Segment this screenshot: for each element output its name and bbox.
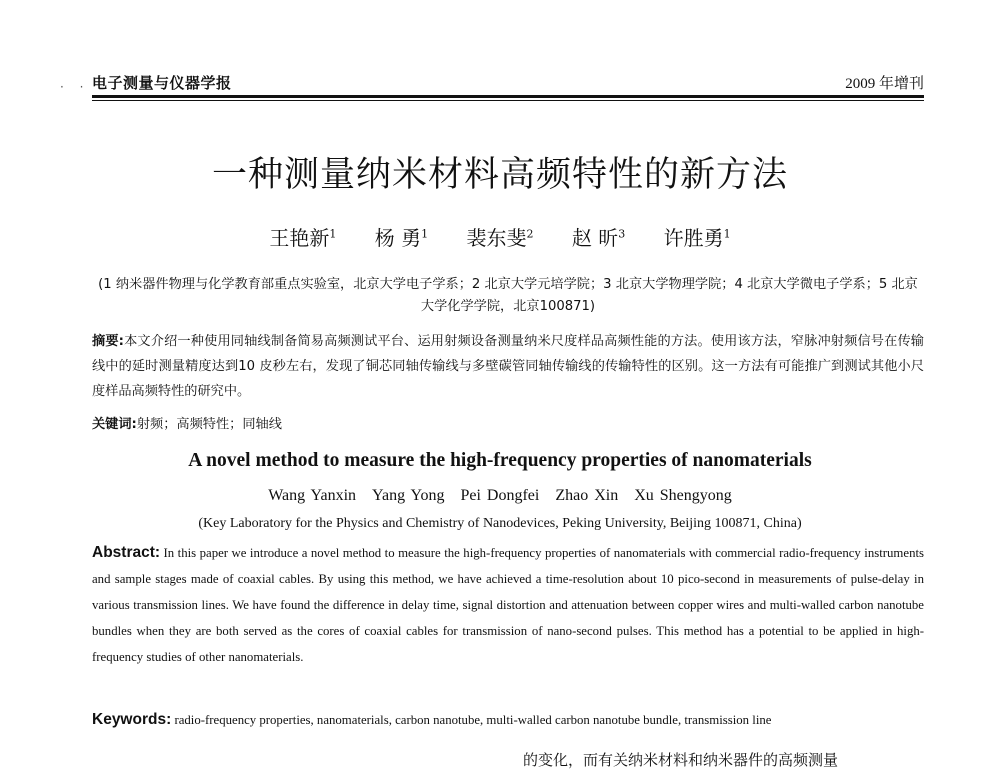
english-title: A novel method to measure the high-frequency properties of nanomaterials: [188, 450, 812, 471]
running-header: [92, 72, 924, 94]
english-abstract: [92, 540, 924, 670]
header-rule-thick: [92, 95, 924, 98]
english-authors: [0, 487, 1000, 505]
english-keywords: [92, 711, 924, 729]
cn-author: 裴东斐$^2$: [466, 226, 534, 250]
chinese-affiliation: (1 纳米器件物理与化学教育部重点实验室，北京大学电子学系；2 北京大学元培学院；3 北京大学物理学院；4 北京大学微电子学系；5 北京大学化学学院，北京100871): [98, 277, 918, 314]
cn-abstract-label: 摘要:: [92, 334, 124, 349]
en-author: Zhao Xin: [555, 487, 619, 504]
issue-label: 2009 年增刊: [845, 76, 924, 92]
cn-keywords-text: 射频；高频特性；同轴线: [136, 417, 282, 432]
en-author: Wang Yanxin: [268, 487, 357, 504]
cn-keywords-label: 关键词:: [92, 417, 137, 432]
english-affiliation: (Key Laboratory for the Physics and Chemistry of Nanodevices, Peking University, Beijing 100871, China): [198, 516, 802, 531]
en-keywords-text: radio-frequency properties, nanomaterials, carbon nanotube, multi-walled carbon nanotube bundle, transmission line: [174, 713, 772, 727]
margin-mark: · ·: [60, 80, 90, 94]
en-author: Yang Yong: [372, 487, 445, 504]
cn-abstract-text: 本文介绍一种使用同轴线制备简易高频测试平台、运用射频设备测量纳米尺度样品高频性能的方法。使用该方法，窄脉冲射频信号在传输线中的延时测量精度达到10 皮秒左右，发现了铜芯同轴传输线与多壁碳管同轴传输线的传输特性的区别。这一方法有可能推广到测试其他小尺度样品高频特性的研究中。: [92, 334, 924, 399]
chinese-keywords: [92, 413, 924, 432]
cn-author: 王艳新$^1$: [269, 226, 337, 250]
chinese-authors: [0, 222, 1000, 251]
en-abstract-text: In this paper we introduce a novel method to measure the high-frequency properties of nanomaterials with commercial radio-frequency instruments and sample stages made of coaxial cables. By using this method, we have achieved a time-resolution about 10 pico-second in measurements of pulse-delay in various transmission lines. We have found the difference in delay time, signal distortion and attenuation between copper wires and multi-walled carbon nanotube bundles when they are both served as the cores of coaxial cables for transmission of nano-second pulses. This method has a potential to be applied in high-frequency studies of other nanomaterials.: [92, 546, 925, 664]
cn-author: 赵 昕$^3$: [571, 226, 626, 250]
header-rule-thin: [92, 100, 924, 101]
chinese-title: 一种测量纳米材料高频特性的新方法: [211, 155, 788, 195]
chinese-abstract: [92, 329, 924, 404]
body-text-cutoff: 的变化，而有关纳米材料和纳米器件的高频测量: [523, 751, 839, 769]
en-keywords-label: Keywords:: [92, 711, 172, 728]
en-abstract-label: Abstract:: [92, 544, 161, 561]
journal-name: 电子测量与仪器学报: [92, 74, 232, 92]
cn-author: 杨 勇$^1$: [374, 226, 429, 250]
en-author: Pei Dongfei: [460, 487, 540, 504]
en-author: Xu Shengyong: [634, 487, 732, 504]
cn-author: 许胜勇$^1$: [663, 226, 731, 250]
